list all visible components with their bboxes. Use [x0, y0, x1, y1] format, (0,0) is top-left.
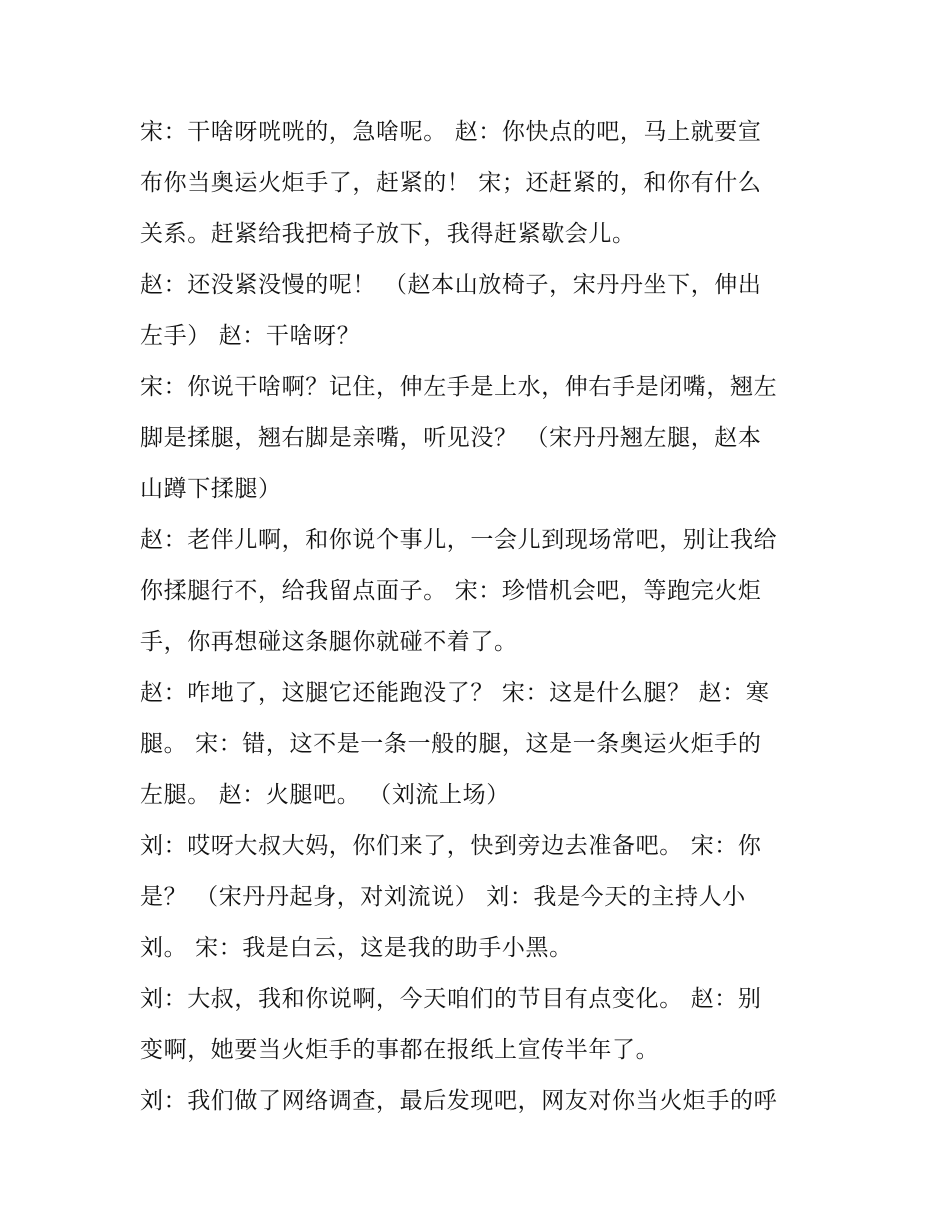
text-line: 刘。 宋：我是白云，这是我的助手小黑。 — [140, 935, 573, 961]
text-line: 左手） 赵：干啥呀？ — [140, 323, 361, 349]
text-line: 宋：你说干啥啊？记住，伸左手是上水，伸右手是闭嘴，翘左 — [140, 374, 778, 400]
text-line: 左腿。 赵：火腿吧。 （刘流上场） — [140, 782, 510, 808]
text-line: 脚是揉腿，翘右脚是亲嘴，听见没？ （宋丹丹翘左腿，赵本 — [140, 425, 762, 451]
text-line: 山蹲下揉腿） — [140, 476, 282, 502]
text-line: 手，你再想碰这条腿你就碰不着了。 — [140, 629, 518, 655]
text-line: 宋：干啥呀咣咣的，急啥呢。 赵：你快点的吧，马上就要宣 — [140, 119, 762, 145]
text-line: 变啊，她要当火炬手的事都在报纸上宣传半年了。 — [140, 1037, 660, 1063]
text-line: 关系。赶紧给我把椅子放下，我得赶紧歇会儿。 — [140, 221, 636, 247]
script-text-block — [140, 107, 820, 1127]
text-line: 刘：哎呀大叔大妈，你们来了，快到旁边去准备吧。 宋：你 — [140, 833, 762, 859]
text-line: 刘：我们做了网络调查，最后发现吧，网友对你当火炬手的呼 — [140, 1088, 778, 1114]
text-line: 赵：还没紧没慢的呢！ （赵本山放椅子，宋丹丹坐下，伸出 — [140, 272, 762, 298]
text-line: 刘：大叔，我和你说啊，今天咱们的节目有点变化。 赵：别 — [140, 986, 762, 1012]
text-line: 布你当奥运火炬手了，赶紧的！ 宋；还赶紧的，和你有什么 — [140, 170, 762, 196]
text-line: 腿。 宋：错，这不是一条一般的腿，这是一条奥运火炬手的 — [140, 731, 762, 757]
text-line: 赵：老伴儿啊，和你说个事儿，一会儿到现场常吧，别让我给 — [140, 527, 778, 553]
text-line: 是？ （宋丹丹起身，对刘流说） 刘：我是今天的主持人小 — [140, 884, 746, 910]
text-line: 赵：咋地了，这腿它还能跑没了？ 宋：这是什么腿？ 赵：寒 — [140, 680, 770, 706]
text-line: 你揉腿行不，给我留点面子。 宋：珍惜机会吧，等跑完火炬 — [140, 578, 762, 604]
